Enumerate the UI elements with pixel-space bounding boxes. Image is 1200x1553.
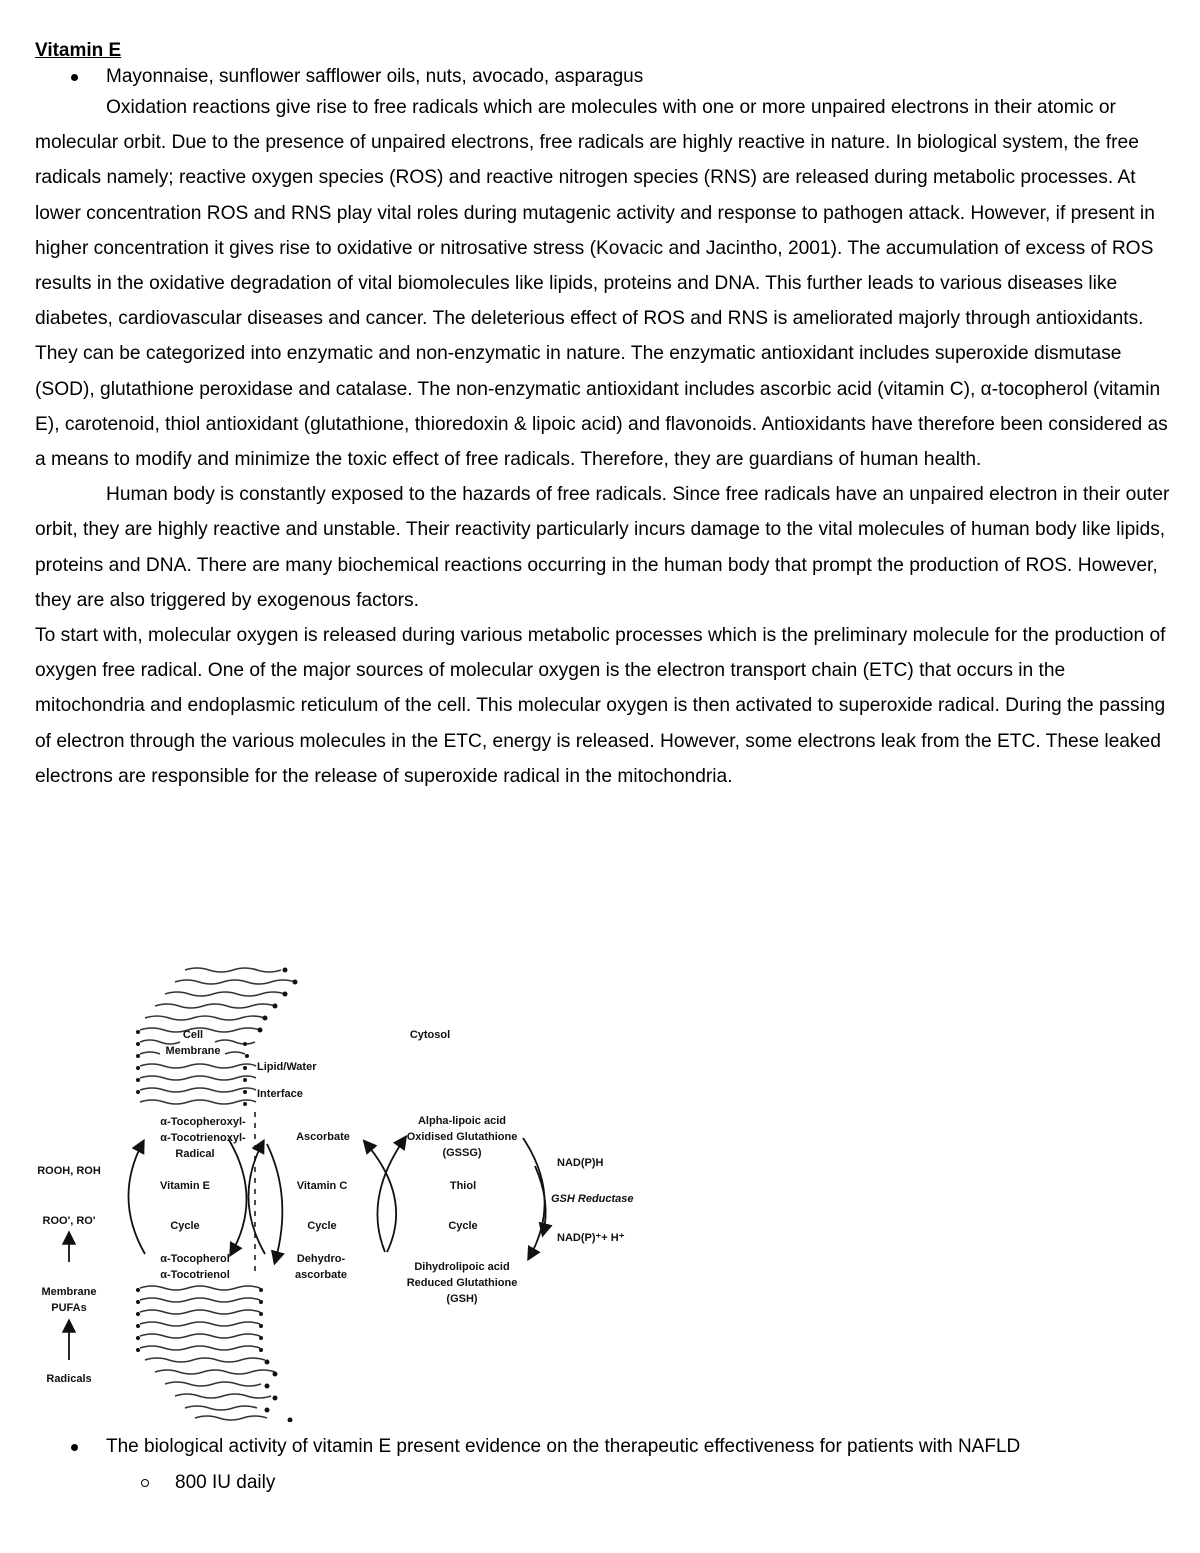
section-heading: Vitamin E [35, 40, 122, 61]
arrow-thiol-right [523, 1138, 545, 1258]
paragraph-molecular-oxygen: To start with, molecular oxygen is released during various metabolic processes which is the preliminary molecule for the production of oxygen free radical. One of the major sources of molecular oxygen is the electron transport chain (ETC) that occurs in the mitochondria and endoplasmic reticulum of the cell. This molecular oxygen is then activated to superoxide radical. During the passing of electron through the various molecules in the ETC, energy is released. However, some electrons leak from the ETC. These leaked electrons are responsible for the release of superoxide radical in the mitochondria. [35, 625, 1166, 787]
label-lipid-water: Lipid/Water [257, 1061, 317, 1073]
label-vitamin-e-cycle: Cycle [170, 1220, 200, 1232]
label-tocopherol: α-Tocotrienol [160, 1269, 230, 1281]
sub-bullet-text: 800 IU daily [175, 1472, 276, 1493]
label-membrane-pufas: PUFAs [51, 1302, 87, 1314]
paragraph-free-radicals: Human body is constantly exposed to the hazards of free radicals. Since free radicals have an unpaired electron in their outer orbit, they are highly reactive and unstable. Their reactivity particularly incurs damage to the vital molecules of human body like lipids, proteins and DNA. There are many biochemical reactions occurring in the human body that prompt the production of ROS. However, they are also triggered by exogenous factors. [35, 484, 1170, 611]
bullet-nafld [35, 1434, 1170, 1460]
label-radicals: Radicals [46, 1373, 92, 1385]
label-nadph: NAD(P)H [557, 1157, 604, 1169]
arrow-vit-c-left [248, 1142, 265, 1254]
therapy-bullets [35, 1434, 1170, 1496]
label-tocopheroxyl: Radical [175, 1148, 215, 1160]
label-dehydroascorbate: Dehydro- [296, 1253, 346, 1265]
membrane-top [140, 968, 295, 1104]
label-dihydrolipoic: (GSH) [446, 1293, 478, 1305]
label-membrane-pufas: Membrane [41, 1286, 97, 1298]
label-alpha-lipoic: Oxidised Glutathione [406, 1131, 518, 1143]
hollow-bullet-icon [141, 1479, 149, 1487]
label-tocopheroxyl: α-Tocotrienoxyl- [160, 1132, 246, 1144]
label-alpha-lipoic: (GSSG) [442, 1147, 482, 1159]
label-rooh: ROOH, ROH [37, 1165, 101, 1177]
bullet-text: The biological activity of vitamin E present evidence on the therapeutic effectiveness for patients with NAFLD [106, 1436, 1021, 1457]
bullet-dot-icon [71, 74, 78, 81]
label-tocopheroxyl: α-Tocopheroxyl- [160, 1116, 246, 1128]
sub-bullet-dose [35, 1470, 1170, 1496]
label-thiol-cycle: Thiol [449, 1180, 477, 1192]
membrane-top-heads [136, 968, 298, 1107]
label-gsh-reductase: GSH Reductase [551, 1193, 634, 1205]
label-tocopherol: α-Tocopherol [160, 1253, 230, 1265]
label-thiol-cycle: Cycle [448, 1220, 478, 1232]
label-cell-membrane: Cell [182, 1029, 204, 1041]
arrow-vit-c-right [267, 1144, 282, 1262]
membrane-bottom [140, 1286, 275, 1420]
antioxidant-cycle-diagram [35, 962, 645, 1422]
label-vitamin-c-cycle: Cycle [307, 1220, 337, 1232]
bullet-text: Mayonnaise, sunflower safflower oils, nuts, avocado, asparagus [106, 66, 644, 87]
label-dihydrolipoic: Reduced Glutathione [406, 1277, 518, 1289]
document-body [35, 38, 1170, 794]
label-cell-membrane: Membrane [165, 1045, 221, 1057]
label-vitamin-e-cycle: Vitamin E [160, 1180, 210, 1192]
paragraph-oxidation: Oxidation reactions give rise to free radicals which are molecules with one or more unpaired electrons in their atomic or molecular orbit. Due to the presence of unpaired electrons, free radicals are highly reactive in nature. In biological system, the free radicals namely; reactive oxygen species (ROS) and reactive nitrogen species (RNS) are released during metabolic processes. At lower concentration ROS and RNS play vital roles during mutagenic activity and response to pathogen attack. However, if present in higher concentration it gives rise to oxidative or nitrosative stress (Kovacic and Jacintho, 2001). The accumulation of excess of ROS results in the oxidative degradation of vital biomolecules like lipids, proteins and DNA. This further leads to various diseases like diabetes, cardiovascular diseases and cancer. The deleterious effect of ROS and RNS is ameliorated majorly through antioxidants. They can be categorized into enzymatic and non-enzymatic in nature. The enzymatic antioxidant includes superoxide dismutase (SOD), glutathione peroxidase and catalase. The non-enzymatic antioxidant includes ascorbic acid (vitamin C), α-tocopherol (vitamin E), carotenoid, thiol antioxidant (glutathione, thioredoxin & lipoic acid) and flavonoids. Antioxidants have therefore been considered as a means to modify and minimize the toxic effect of free radicals. Therefore, they are guardians of human health. [35, 97, 1168, 471]
label-nadp: NAD(P)⁺+ H⁺ [557, 1232, 625, 1244]
label-cytosol: Cytosol [409, 1029, 451, 1041]
arrow-vit-e-right [229, 1140, 247, 1254]
label-dihydrolipoic: Dihydrolipoic acid [414, 1261, 510, 1273]
label-roo: ROO', RO' [42, 1215, 96, 1227]
bullet-food-sources [35, 64, 1170, 90]
label-vitamin-c-cycle: Vitamin C [296, 1180, 348, 1192]
arrow-vit-e-left [128, 1142, 145, 1254]
label-dehydroascorbate: ascorbate [295, 1269, 347, 1281]
label-alpha-lipoic: Alpha-lipoic acid [417, 1115, 507, 1127]
bullet-dot-icon [71, 1444, 78, 1451]
label-lipid-water: Interface [257, 1088, 303, 1100]
membrane-bottom-heads [136, 1288, 293, 1422]
arrow-thiol-left [377, 1138, 405, 1252]
label-ascorbate: Ascorbate [296, 1131, 350, 1143]
